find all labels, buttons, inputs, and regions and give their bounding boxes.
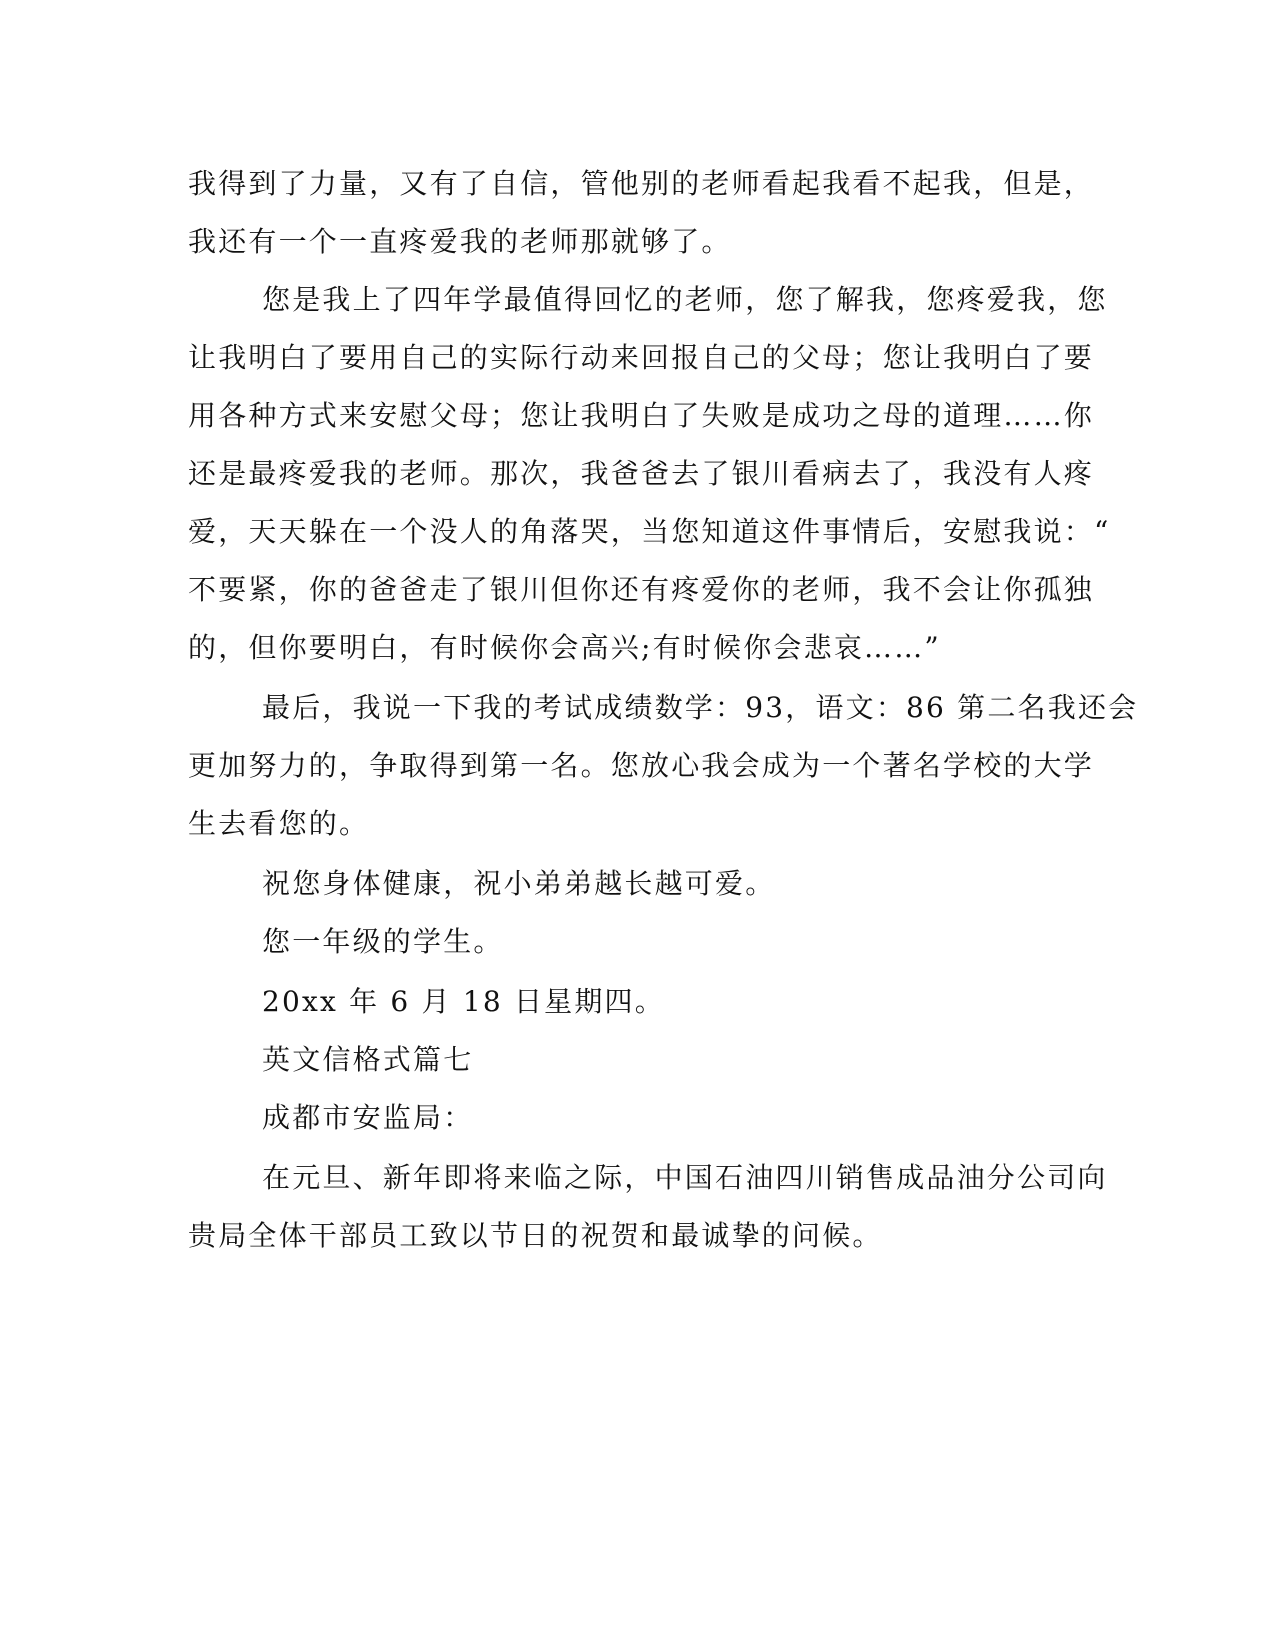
- text-line: 我得到了力量，又有了自信，管他别的老师看起我看不起我，但是，: [188, 167, 1095, 200]
- text-line: 贵局全体干部员工致以节日的祝贺和最诚挚的问候。: [188, 1219, 883, 1252]
- signature: 您一年级的学生。: [262, 925, 504, 958]
- text-line: 更加努力的，争取得到第一名。您放心我会成为一个著名学校的大学: [188, 749, 1095, 782]
- paragraph-start-line: 最后，我说一下我的考试成绩数学：93，语文：86 第二名我还会: [262, 691, 1139, 724]
- text-line: 还是最疼爱我的老师。那次，我爸爸去了银川看病去了，我没有人疼: [188, 457, 1095, 490]
- salutation: 成都市安监局：: [262, 1101, 474, 1134]
- text-line: 让我明白了要用自己的实际行动来回报自己的父母；您让我明白了要: [188, 341, 1095, 374]
- text-line: 不要紧，你的爸爸走了银川但你还有疼爱你的老师，我不会让你孤独: [188, 573, 1095, 606]
- text-line: 爱，天天躲在一个没人的角落哭，当您知道这件事情后，安慰我说：“: [188, 515, 1111, 548]
- letter-date: 20xx 年 6 月 18 日星期四。: [262, 985, 665, 1018]
- text-line: 的，但你要明白，有时候你会高兴;有时候你会悲哀……”: [188, 631, 941, 664]
- closing-wish: 祝您身体健康，祝小弟弟越长越可爱。: [262, 867, 776, 900]
- text-line: 用各种方式来安慰父母；您让我明白了失败是成功之母的道理……你: [188, 399, 1095, 432]
- section-title: 英文信格式篇七: [262, 1043, 474, 1076]
- text-line: 我还有一个一直疼爱我的老师那就够了。: [188, 225, 732, 258]
- paragraph-start-line: 您是我上了四年学最值得回忆的老师，您了解我，您疼爱我，您: [262, 283, 1108, 316]
- text-line: 生去看您的。: [188, 807, 370, 840]
- paragraph-start-line: 在元旦、新年即将来临之际，中国石油四川销售成品油分公司向: [262, 1161, 1108, 1194]
